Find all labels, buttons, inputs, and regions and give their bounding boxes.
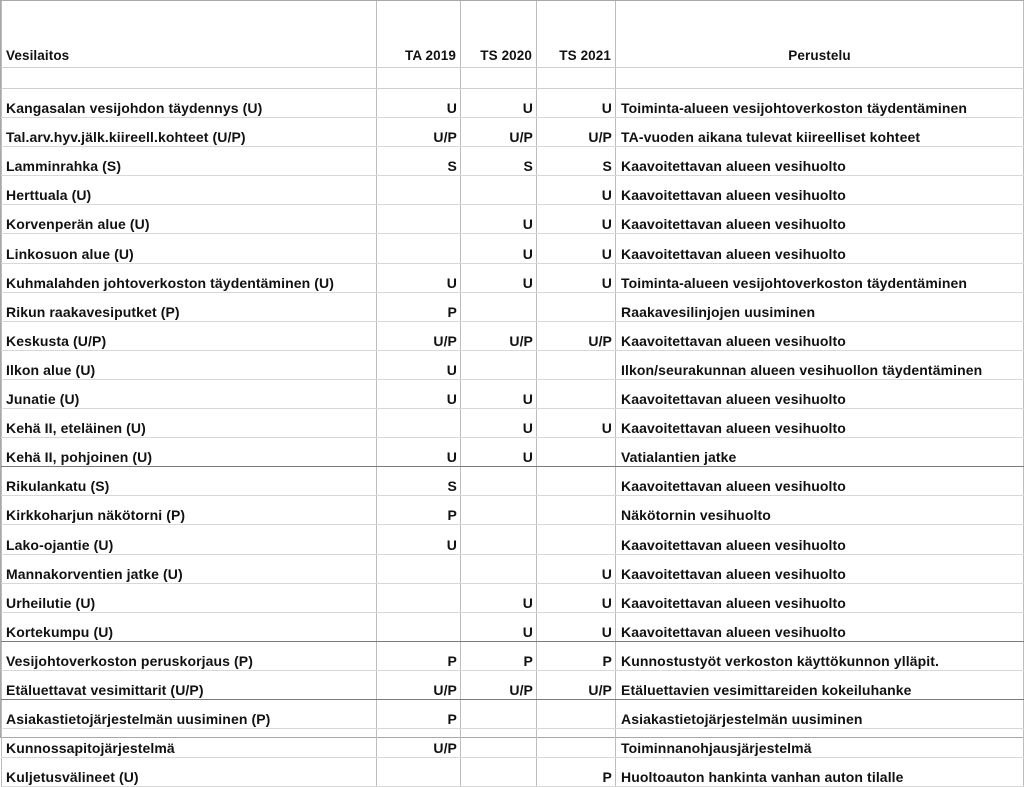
cell-ta-2019[interactable]: U (377, 350, 461, 379)
cell-ts-2020[interactable] (461, 525, 537, 554)
cell-ts-2021[interactable]: U (537, 205, 616, 234)
cell-reason[interactable]: Kaavoitettavan alueen vesihuolto (616, 234, 1024, 263)
cell-name[interactable]: Kehä II, eteläinen (U) (2, 409, 377, 438)
cell-name[interactable]: Kirkkoharjun näkötorni (P) (2, 496, 377, 525)
table-row (2, 409, 1024, 438)
cell-ta-2019[interactable] (377, 176, 461, 205)
header-row (2, 1, 1024, 68)
cell-reason[interactable]: Kaavoitettavan alueen vesihuolto (616, 409, 1024, 438)
table-row (2, 670, 1024, 699)
table-row (2, 438, 1024, 467)
cell-ts-2020[interactable] (461, 758, 537, 787)
table-row (2, 467, 1024, 496)
cell-ts-2020[interactable] (461, 729, 537, 758)
table-row (2, 350, 1024, 379)
cell-ts-2020[interactable] (461, 176, 537, 205)
cell-ta-2019[interactable]: U (377, 525, 461, 554)
cell-ta-2019[interactable] (377, 205, 461, 234)
table-row (2, 699, 1024, 728)
cell-reason[interactable]: Kaavoitettavan alueen vesihuolto (616, 612, 1024, 641)
column-header-ts-2021[interactable]: TS 2021 (537, 1, 616, 68)
cell-reason[interactable]: Kaavoitettavan alueen vesihuolto (616, 321, 1024, 350)
cell-reason[interactable]: Kaavoitettavan alueen vesihuolto (616, 467, 1024, 496)
empty-cell[interactable] (377, 68, 461, 89)
cell-ts-2020[interactable]: U (461, 205, 537, 234)
table-row (2, 729, 1024, 758)
cell-ta-2019[interactable]: P (377, 641, 461, 670)
cell-ts-2021[interactable] (537, 379, 616, 408)
cell-name[interactable]: Lako-ojantie (U) (2, 525, 377, 554)
cell-ta-2019[interactable]: U (377, 263, 461, 292)
cell-name[interactable]: Kuljetusvälineet (U) (2, 758, 377, 787)
cell-name[interactable]: Kuhmalahden johtoverkoston täydentäminen (U) (2, 263, 377, 292)
cell-ts-2021[interactable]: P (537, 641, 616, 670)
cell-ts-2020[interactable]: U (461, 263, 537, 292)
cell-name[interactable]: Herttuala (U) (2, 176, 377, 205)
cell-ts-2021[interactable] (537, 350, 616, 379)
cell-ts-2020[interactable]: U/P (461, 118, 537, 147)
cell-ta-2019[interactable]: U/P (377, 670, 461, 699)
cell-ta-2019[interactable]: U/P (377, 321, 461, 350)
cell-ta-2019[interactable] (377, 554, 461, 583)
cell-ts-2020[interactable]: U (461, 234, 537, 263)
table-row (2, 321, 1024, 350)
table-row (2, 554, 1024, 583)
empty-row (2, 68, 1024, 89)
cell-ts-2020[interactable]: U (461, 438, 537, 467)
cell-reason[interactable]: Kaavoitettavan alueen vesihuolto (616, 379, 1024, 408)
cell-ts-2021[interactable] (537, 467, 616, 496)
cell-ts-2020[interactable]: P (461, 641, 537, 670)
cell-ta-2019[interactable]: U/P (377, 118, 461, 147)
cell-ta-2019[interactable]: U (377, 438, 461, 467)
cell-ts-2021[interactable]: U (537, 176, 616, 205)
cell-reason[interactable]: Toiminnanohjausjärjestelmä (616, 729, 1024, 758)
cell-ts-2021[interactable]: P (537, 758, 616, 787)
cell-ts-2020[interactable] (461, 350, 537, 379)
table-row (2, 234, 1024, 263)
cell-name[interactable]: Ilkon alue (U) (2, 350, 377, 379)
table-row (2, 263, 1024, 292)
cell-ta-2019[interactable]: U (377, 379, 461, 408)
cell-name[interactable]: Urheilutie (U) (2, 583, 377, 612)
cell-name[interactable]: Kortekumpu (U) (2, 612, 377, 641)
cell-reason[interactable]: Etäluettavien vesimittareiden kokeiluhanke (616, 670, 1024, 699)
cell-ta-2019[interactable] (377, 758, 461, 787)
cell-reason[interactable]: Kaavoitettavan alueen vesihuolto (616, 583, 1024, 612)
column-header-reason[interactable]: Perustelu (616, 1, 1024, 68)
cell-name[interactable]: Kangasalan vesijohdon täydennys (U) (2, 89, 377, 118)
cell-reason[interactable]: Vatialantien jatke (616, 438, 1024, 467)
cell-ts-2021[interactable] (537, 438, 616, 467)
table-row (2, 583, 1024, 612)
table-row (2, 641, 1024, 670)
table-row (2, 205, 1024, 234)
cell-ts-2021[interactable] (537, 292, 616, 321)
table-row (2, 118, 1024, 147)
cell-reason[interactable]: Huoltoauton hankinta vanhan auton tilalle (616, 758, 1024, 787)
cell-name[interactable]: Kunnossapitojärjestelmä (2, 729, 377, 758)
cell-reason[interactable]: Kaavoitettavan alueen vesihuolto (616, 176, 1024, 205)
cell-ts-2021[interactable]: U/P (537, 670, 616, 699)
cell-ta-2019[interactable]: U/P (377, 729, 461, 758)
cell-name[interactable]: Junatie (U) (2, 379, 377, 408)
cell-name[interactable]: Linkosuon alue (U) (2, 234, 377, 263)
empty-cell[interactable] (461, 68, 537, 89)
cell-ts-2021[interactable]: U/P (537, 321, 616, 350)
empty-cell[interactable] (2, 68, 377, 89)
cell-ts-2020[interactable]: S (461, 147, 537, 176)
cell-ts-2020[interactable] (461, 699, 537, 728)
cell-reason[interactable]: Kaavoitettavan alueen vesihuolto (616, 147, 1024, 176)
cell-ts-2020[interactable]: U (461, 612, 537, 641)
cell-ta-2019[interactable]: P (377, 496, 461, 525)
cell-ts-2021[interactable]: U (537, 234, 616, 263)
cell-ta-2019[interactable]: P (377, 292, 461, 321)
cell-ta-2019[interactable] (377, 234, 461, 263)
cell-ts-2020[interactable]: U (461, 583, 537, 612)
cell-ts-2020[interactable]: U (461, 409, 537, 438)
column-header-ts-2020[interactable]: TS 2020 (461, 1, 537, 68)
column-header-ta-2019[interactable]: TA 2019 (377, 1, 461, 68)
cell-ts-2020[interactable] (461, 554, 537, 583)
cell-ts-2021[interactable]: U (537, 409, 616, 438)
cell-reason[interactable]: Toiminta-alueen vesijohtoverkoston täydentäminen (616, 263, 1024, 292)
cell-ts-2021[interactable]: U (537, 554, 616, 583)
cell-ts-2020[interactable] (461, 467, 537, 496)
empty-cell[interactable] (616, 68, 1024, 89)
cell-ts-2020[interactable] (461, 496, 537, 525)
cell-ta-2019[interactable] (377, 583, 461, 612)
cell-reason[interactable]: Näkötornin vesihuolto (616, 496, 1024, 525)
table-row (2, 292, 1024, 321)
cell-ts-2021[interactable] (537, 729, 616, 758)
cell-ta-2019[interactable]: P (377, 699, 461, 728)
table-row (2, 525, 1024, 554)
table-row (2, 612, 1024, 641)
cell-reason[interactable]: Ilkon/seurakunnan alueen vesihuollon täydentäminen (616, 350, 1024, 379)
cell-ts-2020[interactable]: U/P (461, 321, 537, 350)
cell-reason[interactable]: TA-vuoden aikana tulevat kiireelliset kohteet (616, 118, 1024, 147)
cell-ts-2020[interactable]: U (461, 379, 537, 408)
cell-reason[interactable]: Toiminta-alueen vesijohtoverkoston täydentäminen (616, 89, 1024, 118)
table-row (2, 176, 1024, 205)
cell-name[interactable]: Mannakorventien jatke (U) (2, 554, 377, 583)
cell-name[interactable]: Lamminrahka (S) (2, 147, 377, 176)
table-row (2, 758, 1024, 787)
empty-cell[interactable] (537, 68, 616, 89)
cell-name[interactable]: Kehä II, pohjoinen (U) (2, 438, 377, 467)
cell-name[interactable]: Keskusta (U/P) (2, 321, 377, 350)
cell-ts-2021[interactable] (537, 525, 616, 554)
table-row (2, 89, 1024, 118)
cell-name[interactable]: Asiakastietojärjestelmän uusiminen (P) (2, 699, 377, 728)
cell-ts-2021[interactable]: U (537, 263, 616, 292)
cell-ta-2019[interactable] (377, 409, 461, 438)
cell-reason[interactable]: Kaavoitettavan alueen vesihuolto (616, 205, 1024, 234)
cell-name[interactable]: Vesijohtoverkoston peruskorjaus (P) (2, 641, 377, 670)
cell-ts-2021[interactable]: U/P (537, 118, 616, 147)
cell-name[interactable]: Etäluettavat vesimittarit (U/P) (2, 670, 377, 699)
cell-ts-2020[interactable]: U (461, 89, 537, 118)
cell-ts-2021[interactable] (537, 699, 616, 728)
investment-table (1, 1, 1024, 787)
table-row (2, 496, 1024, 525)
cell-name[interactable]: Rikun raakavesiputket (P) (2, 292, 377, 321)
cell-name[interactable]: Korvenperän alue (U) (2, 205, 377, 234)
table-row (2, 147, 1024, 176)
cell-ts-2021[interactable]: U (537, 89, 616, 118)
cell-reason[interactable]: Kunnostustyöt verkoston käyttökunnon ylläpit. (616, 641, 1024, 670)
column-header-name[interactable]: Vesilaitos (2, 1, 377, 68)
cell-ts-2021[interactable]: U (537, 612, 616, 641)
cell-ts-2021[interactable]: S (537, 147, 616, 176)
cell-ta-2019[interactable]: S (377, 467, 461, 496)
cell-ts-2020[interactable]: U/P (461, 670, 537, 699)
cell-ts-2020[interactable] (461, 292, 537, 321)
cell-ta-2019[interactable]: S (377, 147, 461, 176)
cell-ts-2021[interactable] (537, 496, 616, 525)
table-row (2, 379, 1024, 408)
cell-ts-2021[interactable]: U (537, 583, 616, 612)
cell-ta-2019[interactable]: U (377, 89, 461, 118)
cell-reason[interactable]: Asiakastietojärjestelmän uusiminen (616, 699, 1024, 728)
cell-reason[interactable]: Raakavesilinjojen uusiminen (616, 292, 1024, 321)
cell-reason[interactable]: Kaavoitettavan alueen vesihuolto (616, 525, 1024, 554)
cell-name[interactable]: Rikulankatu (S) (2, 467, 377, 496)
cell-ta-2019[interactable] (377, 612, 461, 641)
cell-name[interactable]: Tal.arv.hyv.jälk.kiireell.kohteet (U/P) (2, 118, 377, 147)
cell-reason[interactable]: Kaavoitettavan alueen vesihuolto (616, 554, 1024, 583)
